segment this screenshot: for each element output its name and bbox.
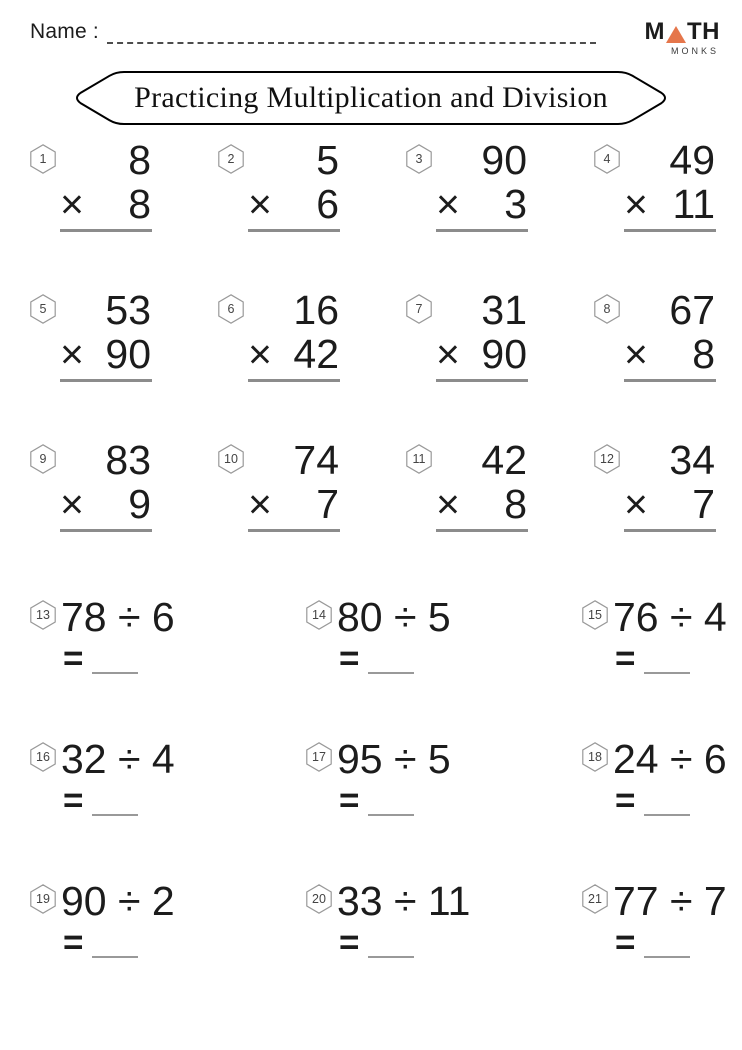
mult-problem-cell (406, 437, 594, 590)
operator-row (248, 481, 340, 527)
answer-line (436, 229, 528, 232)
multiply-sign: × (60, 331, 84, 377)
badge-number: 20 (312, 892, 326, 906)
badge-number: 6 (227, 302, 235, 316)
title-banner (71, 70, 671, 126)
equals-sign: = (63, 639, 84, 678)
div-problem-cell (30, 874, 306, 1016)
bottom-operand: 7 (692, 481, 715, 527)
problem-number-badge (30, 600, 56, 630)
operator-row (60, 481, 152, 527)
badge-number: 13 (36, 608, 50, 622)
badge-number: 19 (36, 892, 50, 906)
problem-stack (624, 437, 716, 532)
multiply-sign: × (60, 481, 84, 527)
top-operand: 34 (669, 437, 715, 483)
problem-number-badge (30, 144, 56, 174)
badge-number: 8 (603, 302, 611, 316)
equals-sign: = (339, 639, 360, 678)
division-expression: 90 ÷ 2 (61, 878, 175, 924)
division-section (0, 590, 742, 1016)
div-problem-cell (306, 874, 582, 1016)
badge-number: 7 (415, 302, 423, 316)
bottom-operand: 7 (316, 481, 339, 527)
logo-wordmark (645, 20, 721, 44)
problem-stack (248, 437, 340, 532)
answer-row (615, 923, 727, 962)
logo-subtitle: MONKS (670, 46, 719, 56)
div-problem-cell (30, 732, 306, 874)
answer-row (339, 923, 470, 962)
operator-row (624, 481, 716, 527)
badge-number: 2 (227, 152, 235, 166)
mult-problem-cell (218, 137, 406, 290)
multiply-sign: × (60, 181, 84, 227)
problem-stack (624, 137, 716, 232)
answer-blank (92, 788, 138, 816)
top-operand: 16 (293, 287, 339, 333)
problem-number-badge (582, 742, 608, 772)
page-title: Practicing Multiplication and Division (134, 81, 608, 114)
answer-row (339, 639, 451, 678)
division-expression: 78 ÷ 6 (61, 594, 175, 640)
operator-row (624, 181, 716, 227)
problem-body (337, 736, 451, 820)
problem-body (613, 594, 727, 678)
multiply-sign: × (436, 481, 460, 527)
division-expression: 33 ÷ 11 (337, 878, 471, 924)
division-expression: 32 ÷ 4 (61, 736, 175, 782)
division-expression: 24 ÷ 6 (613, 736, 727, 782)
problem-stack (436, 287, 528, 382)
problem-number-badge (582, 600, 608, 630)
top-operand: 83 (105, 437, 151, 483)
operator-row (248, 181, 340, 227)
problem-number-badge (594, 294, 620, 324)
logo-letters-th: TH (687, 18, 720, 45)
mult-problem-cell (30, 287, 218, 440)
bottom-operand: 42 (293, 331, 339, 377)
answer-line (248, 229, 340, 232)
badge-number: 12 (600, 452, 614, 466)
problem-stack (60, 137, 152, 232)
problem-number-badge (218, 144, 244, 174)
math-monks-logo (645, 20, 721, 56)
operator-row (436, 481, 528, 527)
multiplication-section (0, 126, 742, 590)
answer-line (436, 379, 528, 382)
mult-problem-cell (30, 437, 218, 590)
answer-blank (368, 788, 414, 816)
answer-blank (92, 930, 138, 958)
mult-problem-cell (406, 287, 594, 440)
problem-number-badge (406, 294, 432, 324)
bottom-operand: 9 (128, 481, 151, 527)
multiply-sign: × (248, 331, 272, 377)
mult-problem-cell (594, 137, 742, 290)
division-expression: 76 ÷ 4 (613, 594, 727, 640)
division-expression: 77 ÷ 7 (613, 878, 727, 924)
div-problem-cell (306, 732, 582, 874)
problem-number-badge (406, 144, 432, 174)
bottom-operand: 90 (105, 331, 151, 377)
name-blank-line (107, 20, 596, 44)
name-field (30, 20, 596, 44)
operator-row (248, 331, 340, 377)
equals-sign: = (615, 639, 636, 678)
answer-line (60, 379, 152, 382)
problem-number-badge (306, 600, 332, 630)
problem-body (61, 594, 175, 678)
top-operand: 31 (481, 287, 527, 333)
problem-number-badge (582, 884, 608, 914)
top-operand: 5 (316, 137, 339, 183)
division-expression: 80 ÷ 5 (337, 594, 451, 640)
bottom-operand: 8 (128, 181, 151, 227)
triangle-icon (666, 26, 686, 43)
badge-number: 1 (39, 152, 47, 166)
operator-row (60, 331, 152, 377)
operator-row (436, 331, 528, 377)
problem-body (613, 878, 727, 962)
answer-line (248, 529, 340, 532)
bottom-operand: 3 (504, 181, 527, 227)
bottom-operand: 8 (504, 481, 527, 527)
div-problem-cell (582, 590, 742, 732)
problem-body (613, 736, 727, 820)
bottom-operand: 11 (672, 181, 715, 227)
problem-stack (436, 437, 528, 532)
problem-number-badge (218, 294, 244, 324)
badge-number: 11 (412, 452, 426, 466)
logo-letter-m: M (644, 18, 665, 45)
problem-number-badge (406, 444, 432, 474)
div-problem-cell (582, 874, 742, 1016)
answer-row (339, 781, 451, 820)
answer-row (63, 639, 175, 678)
name-label: Name : (30, 20, 99, 43)
top-operand: 53 (105, 287, 151, 333)
div-problem-cell (30, 590, 306, 732)
top-operand: 67 (669, 287, 715, 333)
problem-body (337, 594, 451, 678)
problem-number-badge (30, 884, 56, 914)
multiply-sign: × (248, 481, 272, 527)
problem-number-badge (594, 144, 620, 174)
badge-number: 9 (39, 452, 47, 466)
badge-number: 14 (312, 608, 326, 622)
answer-line (624, 229, 716, 232)
multiply-sign: × (436, 331, 460, 377)
answer-blank (368, 646, 414, 674)
equals-sign: = (615, 781, 636, 820)
problem-body (61, 878, 175, 962)
problem-number-badge (306, 742, 332, 772)
equals-sign: = (339, 781, 360, 820)
problem-stack (624, 287, 716, 382)
problem-stack (436, 137, 528, 232)
multiply-sign: × (624, 481, 648, 527)
answer-blank (92, 646, 138, 674)
mult-problem-cell (218, 287, 406, 440)
div-problem-cell (582, 732, 742, 874)
top-operand: 90 (481, 137, 527, 183)
mult-problem-cell (30, 137, 218, 290)
bottom-operand: 6 (316, 181, 339, 227)
problem-number-badge (30, 294, 56, 324)
top-operand: 74 (293, 437, 339, 483)
answer-row (63, 923, 175, 962)
multiply-sign: × (436, 181, 460, 227)
badge-number: 17 (312, 750, 326, 764)
div-problem-cell (306, 590, 582, 732)
multiply-sign: × (624, 181, 648, 227)
answer-blank (644, 930, 690, 958)
answer-line (624, 529, 716, 532)
problem-number-badge (30, 742, 56, 772)
problem-number-badge (218, 444, 244, 474)
answer-blank (644, 646, 690, 674)
problem-body (61, 736, 175, 820)
answer-line (60, 529, 152, 532)
division-expression: 95 ÷ 5 (337, 736, 451, 782)
answer-line (624, 379, 716, 382)
badge-number: 5 (39, 302, 47, 316)
problem-stack (248, 287, 340, 382)
mult-problem-cell (218, 437, 406, 590)
badge-number: 21 (588, 892, 602, 906)
badge-number: 3 (415, 152, 423, 166)
answer-row (615, 639, 727, 678)
answer-blank (644, 788, 690, 816)
operator-row (624, 331, 716, 377)
answer-row (63, 781, 175, 820)
badge-number: 16 (36, 750, 50, 764)
answer-line (436, 529, 528, 532)
bottom-operand: 8 (692, 331, 715, 377)
badge-number: 10 (224, 452, 238, 466)
equals-sign: = (339, 923, 360, 962)
problem-number-badge (594, 444, 620, 474)
mult-problem-cell (406, 137, 594, 290)
answer-blank (368, 930, 414, 958)
answer-line (60, 229, 152, 232)
equals-sign: = (63, 923, 84, 962)
problem-stack (60, 437, 152, 532)
mult-problem-cell (594, 287, 742, 440)
problem-stack (248, 137, 340, 232)
problem-stack (60, 287, 152, 382)
equals-sign: = (63, 781, 84, 820)
problem-number-badge (306, 884, 332, 914)
worksheet-header (0, 0, 742, 56)
badge-number: 15 (588, 608, 602, 622)
multiply-sign: × (248, 181, 272, 227)
equals-sign: = (615, 923, 636, 962)
answer-row (615, 781, 727, 820)
problem-number-badge (30, 444, 56, 474)
badge-number: 18 (588, 750, 602, 764)
bottom-operand: 90 (481, 331, 527, 377)
answer-line (248, 379, 340, 382)
top-operand: 49 (669, 137, 715, 183)
operator-row (60, 181, 152, 227)
problem-body (337, 878, 471, 962)
top-operand: 8 (128, 137, 151, 183)
badge-number: 4 (603, 152, 611, 166)
top-operand: 42 (481, 437, 527, 483)
operator-row (436, 181, 528, 227)
multiply-sign: × (624, 331, 648, 377)
mult-problem-cell (594, 437, 742, 590)
